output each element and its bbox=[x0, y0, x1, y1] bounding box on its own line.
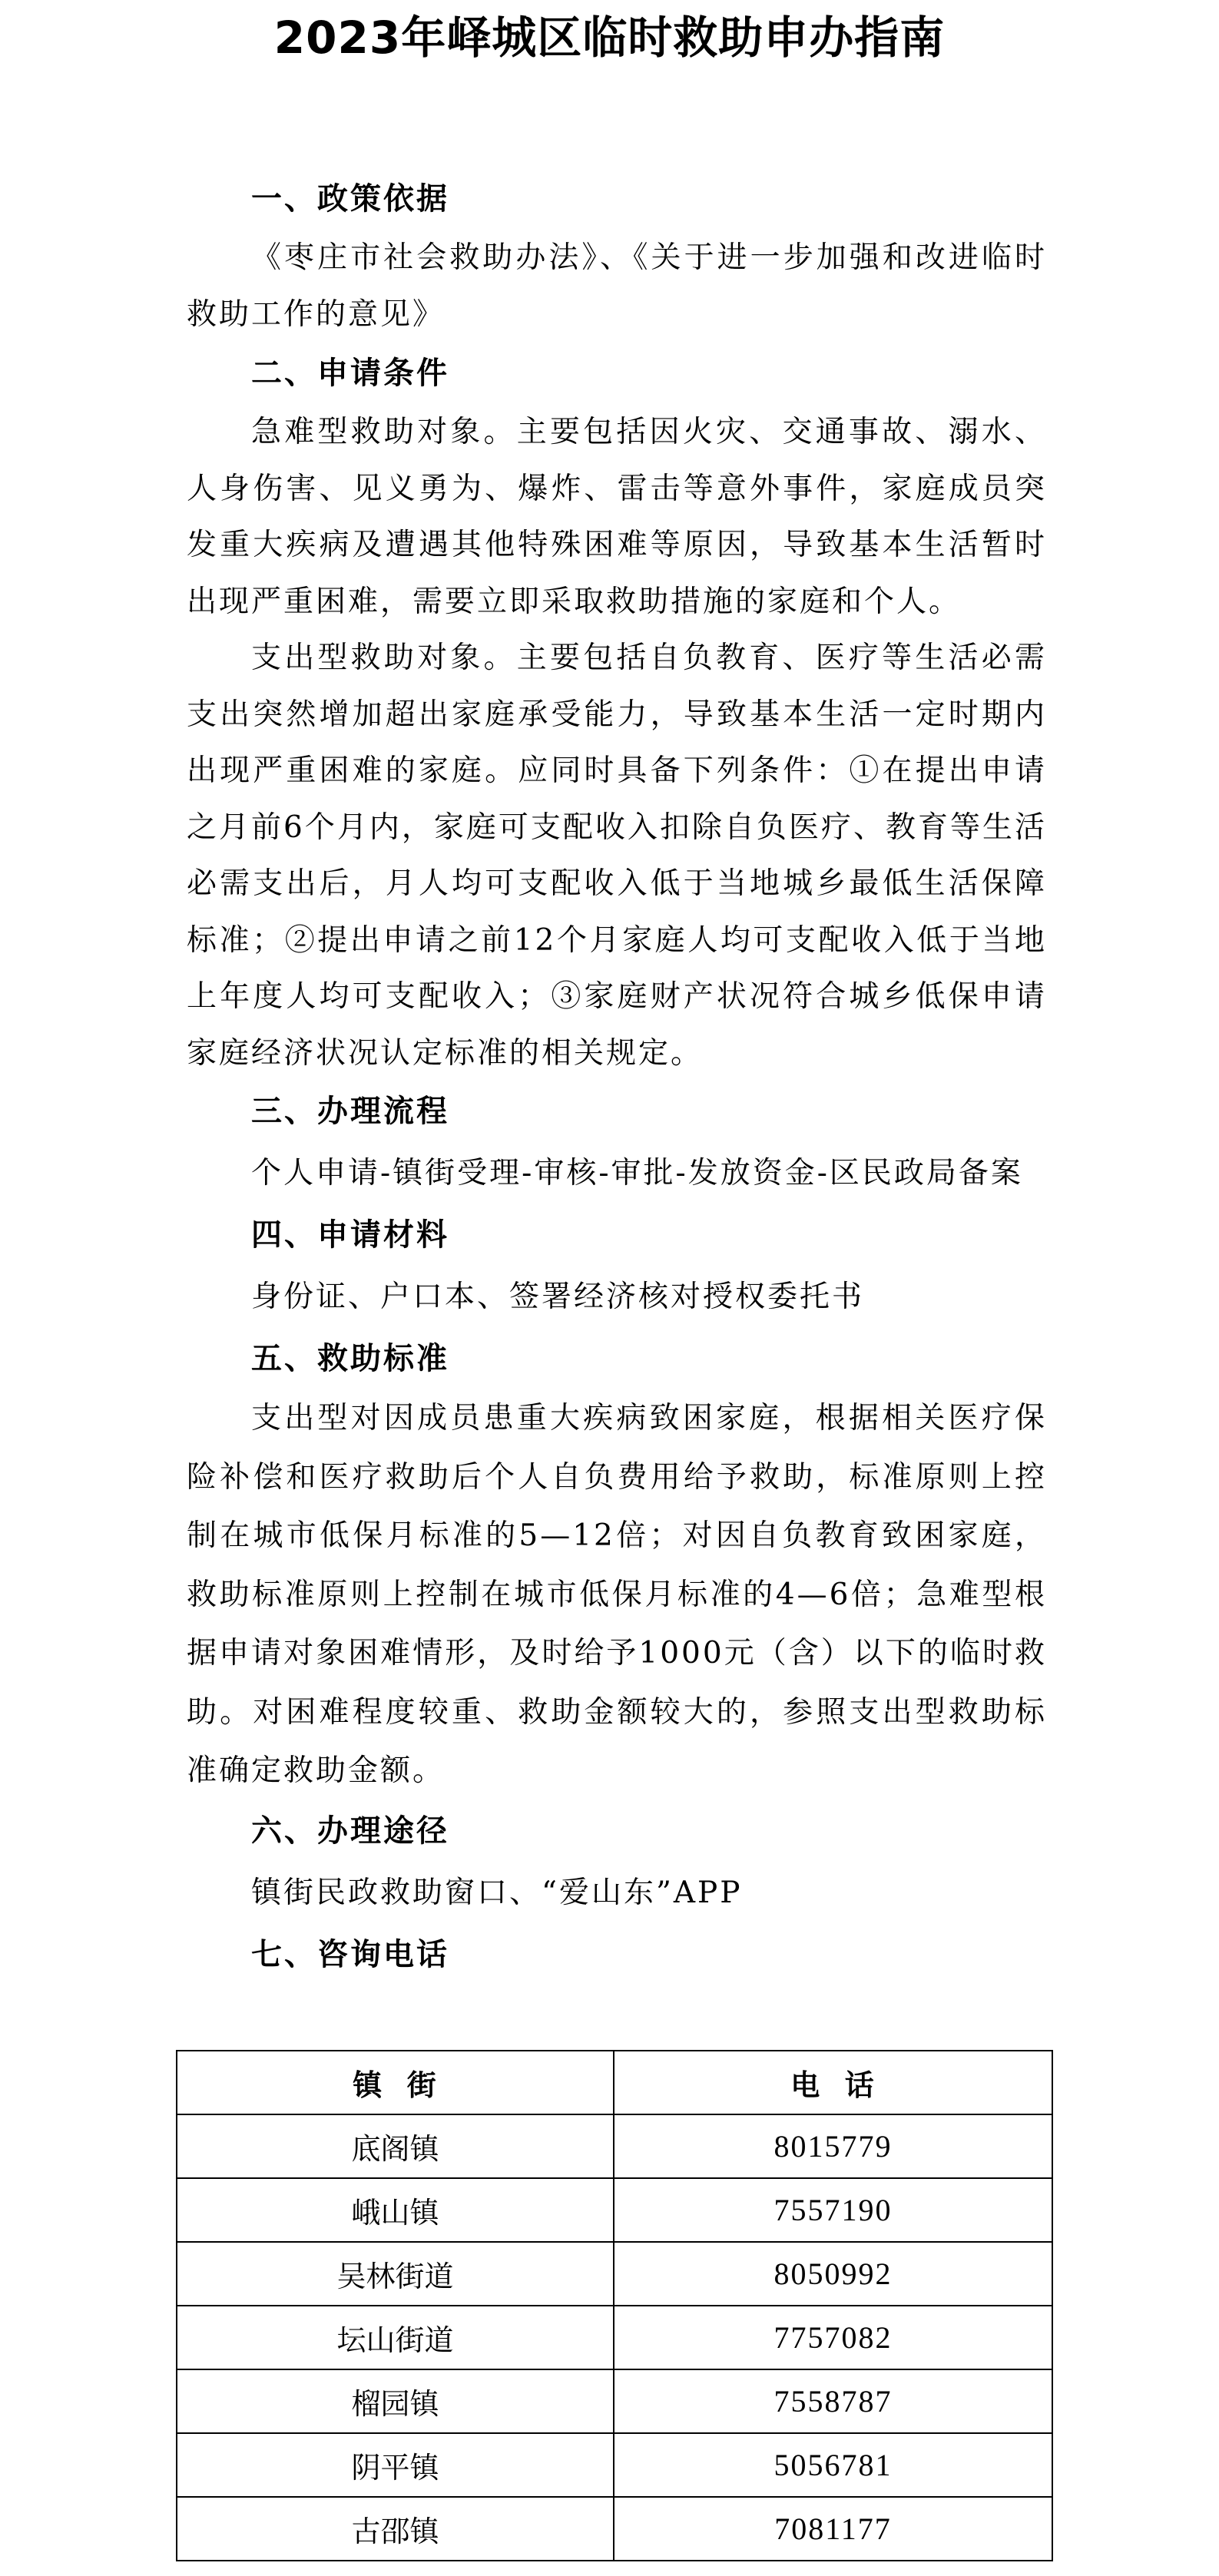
phone-cell: 7558787 bbox=[614, 2369, 1052, 2433]
town-cell: 坛山街道 bbox=[177, 2306, 614, 2369]
section-heading-standard: 五、救助标准 bbox=[251, 1341, 449, 1376]
column-header-town: 镇 街 bbox=[177, 2051, 614, 2114]
channel-paragraph: 镇街民政救助窗口、“爱山东”APP bbox=[251, 1875, 743, 1910]
table-header-row bbox=[177, 2051, 1052, 2114]
table-row bbox=[177, 2114, 1052, 2178]
section-heading-phone: 七、咨询电话 bbox=[251, 1936, 449, 1972]
phone-cell: 5056781 bbox=[614, 2433, 1052, 2497]
phone-table bbox=[176, 2050, 1053, 2561]
table-row bbox=[177, 2433, 1052, 2497]
section-heading-process: 三、办理流程 bbox=[251, 1094, 449, 1129]
town-cell: 吴林街道 bbox=[177, 2242, 614, 2306]
table-row bbox=[177, 2497, 1052, 2561]
policy-paragraph: 《枣庄市社会救助办法》、《关于进一步加强和改进临时救助工作的意见》 bbox=[187, 240, 1047, 332]
section-heading-policy: 一、政策依据 bbox=[251, 181, 449, 217]
document-title: 2023年峄城区临时救助申办指南 bbox=[273, 12, 946, 64]
section-heading-materials: 四、申请材料 bbox=[251, 1217, 449, 1253]
table-row bbox=[177, 2369, 1052, 2433]
conditions-paragraph-emergency: 急难型救助对象。主要包括因火灾、交通事故、溺水、人身伤害、见义勇为、爆炸、雷击等意外事件，家庭成员突发重大疾病及遭遇其他特殊困难等原因，导致基本生活暂时出现严重困难，需要立即采取救助措施的家庭和个人。 bbox=[187, 415, 1047, 619]
document-body bbox=[187, 169, 1047, 1985]
table-row bbox=[177, 2306, 1052, 2369]
town-cell: 底阁镇 bbox=[177, 2114, 614, 2178]
phone-cell: 7757082 bbox=[614, 2306, 1052, 2369]
phone-cell: 8050992 bbox=[614, 2242, 1052, 2306]
conditions-paragraph-expenditure: 支出型救助对象。主要包括自负教育、医疗等生活必需支出突然增加超出家庭承受能力，导致基本生活一定时期内出现严重困难的家庭。应同时具备下列条件：①在提出申请之月前6个月内，家庭可支配收入扣除自负医疗、教育等生活必需支出后，月人均可支配收入低于当地城乡最低生活保障标准；②提出申请之前12个月家庭人均可支配收入低于当地上年度人均可支配收入；③家庭财产状况符合城乡低保申请家庭经济状况认定标准的相关规定。 bbox=[187, 641, 1047, 1071]
town-cell: 古邵镇 bbox=[177, 2497, 614, 2561]
section-heading-conditions: 二、申请条件 bbox=[251, 356, 449, 391]
process-paragraph: 个人申请-镇街受理-审核-审批-发放资金-区民政局备案 bbox=[251, 1156, 1023, 1190]
town-cell: 榴园镇 bbox=[177, 2369, 614, 2433]
table-row bbox=[177, 2178, 1052, 2242]
town-cell: 阴平镇 bbox=[177, 2433, 614, 2497]
standard-paragraph: 支出型对因成员患重大疾病致困家庭，根据相关医疗保险补偿和医疗救助后个人自负费用给予救助，标准原则上控制在城市低保月标准的5—12倍；对因自负教育致困家庭，救助标准原则上控制在城市低保月标准的4—6倍；急难型根据申请对象困难情形，及时给予1000元（含）以下的临时救助。对困难程度较重、救助金额较大的，参照支出型救助标准确定救助金额。 bbox=[187, 1401, 1047, 1788]
section-heading-channel: 六、办理途径 bbox=[251, 1813, 449, 1849]
materials-paragraph: 身份证、户口本、签署经济核对授权委托书 bbox=[251, 1280, 865, 1314]
phone-cell: 8015779 bbox=[614, 2114, 1052, 2178]
town-cell: 峨山镇 bbox=[177, 2178, 614, 2242]
column-header-phone: 电 话 bbox=[614, 2051, 1052, 2114]
phone-cell: 7081177 bbox=[614, 2497, 1052, 2561]
phone-cell: 7557190 bbox=[614, 2178, 1052, 2242]
table-row bbox=[177, 2242, 1052, 2306]
